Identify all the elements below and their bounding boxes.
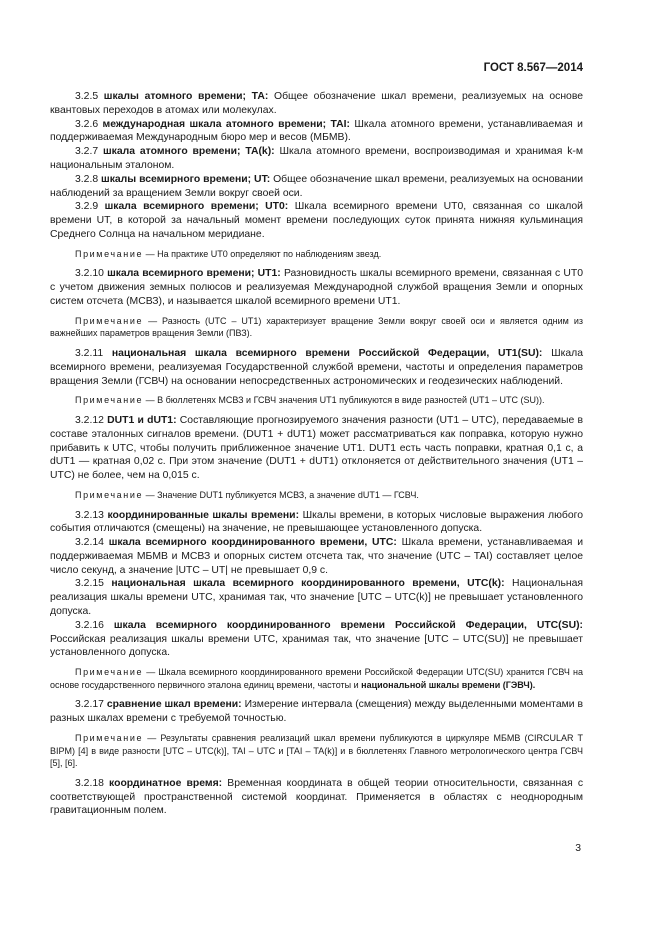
term: национальная шкала всемирного координированного времени, UTC(k): — [111, 578, 505, 590]
term: международная шкала атомного времени; TAI: — [102, 118, 350, 130]
note-6: Примечание — Результаты сравнения реализаций шкал времени публикуются в циркуляре МБМВ (CIRCULAR T BIPM) [4] в виде разности [UTC – UTC(k)], TAI – UTC и [TAI – TA(k)] и в бюллетенях Главного метрологического центра ГСВЧ [5], [6]. — [50, 733, 583, 769]
note-3: Примечание — В бюллетенях МСВЗ и ГСВЧ значения UT1 публикуются в виде разностей (UT1 – UTC (SU)). — [75, 395, 545, 406]
note-2: Примечание — Разность (UTC – UT1) характеризует вращение Земли вокруг своей оси и является одним из важнейших параметров вращения Земли (ПВЗ). — [50, 315, 583, 339]
note-5: Примечание — Шкала всемирного координированного времени Российской Федерации UTC(SU) хранится ГСВЧ на основе государственного первичного эталона единиц времени, частоты и национальной шкалы времени (ГЭВЧ). — [50, 667, 583, 690]
entry-3-2-10: 3.2.10 шкала всемирного времени; UT1: Разновидность шкалы всемирного времени, связанная с UT0 с учетом движения земных полюсов и реализуемая Международной службой вращения Земли и опорных систем отсчета (МСВЗ), и называется шкалой всемирного времени UT1. — [50, 268, 584, 307]
term: шкала всемирного времени; UT0: — [104, 201, 289, 213]
entry-3-2-9: 3.2.9 шкала всемирного времени; UT0: Шкала всемирного времени UT0, связанная со шкалой времени UT, в которой за начальный момент времени последующих суток принята нижняя кульминация Среднего Солнца на начальном меридиане. — [50, 201, 583, 240]
entry-3-2-17: 3.2.17 сравнение шкал времени: Измерение интервала (смещения) между выделенными моментами в разных шкалах времени с требуемой точностью. — [50, 699, 583, 725]
entry-3-2-16: 3.2.16 шкала всемирного координированного времени Российской Федерации, UTC(SU): Российская реализация шкалы времени UTC, хранимая так, что значение [UTC – UTC(SU)] не превышает установленного допуска. — [50, 619, 583, 659]
entry-3-2-5: 3.2.5 шкалы атомного времени; ТА: Общее обозначение шкал времени, реализуемых на основе квантовых переходов в атомах или молекулах. — [50, 91, 584, 116]
entry-3-2-8: 3.2.8 шкалы всемирного времени; UT: Общее обозначение шкал времени, реализуемых на основании наблюдений за вращением Земли вокруг своей оси. — [50, 173, 583, 199]
entry-3-2-15: 3.2.15 национальная шкала всемирного координированного времени, UTC(k): Национальная реализация шкалы времени UTC, хранимая так, что значение [UTC – UTC(k)] не превышает установленного допуска. — [50, 578, 584, 618]
document-code: ГОСТ 8.567—2014 — [483, 62, 583, 74]
page-body — [50, 90, 583, 818]
entry-3-2-7: 3.2.7 шкала атомного времени; TA(k): Шкала атомного времени, воспроизводимая и хранимая k-м национальным эталоном. — [50, 146, 583, 171]
note-1: Примечание — На практике UT0 определяют по наблюдениям звезд. — [75, 248, 382, 259]
term: координатное время: — [109, 777, 223, 789]
term: шкала всемирного координированного времени Российской Федерации, UTC(SU): — [113, 619, 583, 631]
entry-3-2-6: 3.2.6 международная шкала атомного времени; TAI: Шкала атомного времени, устанавливаемая и поддерживаемая Международным бюро мер и весов (МБМВ). — [50, 118, 583, 144]
term: сравнение шкал времени: — [106, 699, 242, 711]
term: координированные шкалы времени: — [107, 509, 300, 521]
note-4: Примечание — Значение DUT1 публикуется МСВЗ, а значение dUT1 — ГСВЧ. — [75, 489, 419, 500]
entry-3-2-11: 3.2.11 национальная шкала всемирного времени Российской Федерации, UT1(SU): Шкала всемирного времени, реализуемая Государственной службой времени, частоты и определения параметров вращения Земли (ГСВЧ) на основании непосредственных астрономических и геодезических наблюдений. — [50, 347, 584, 387]
term: DUT1 и dUT1: — [107, 414, 177, 426]
entry-3-2-14: 3.2.14 шкала всемирного координированного времени, UTC: Шкала времени, устанавливаемая и поддерживаемая МБМВ и МСВЗ и опорных систем отсчета так, что значение (UTC – TAI) составляет целое число секунд, а значение |UTC – UT| не превышает 0,9 с. — [50, 537, 584, 576]
entry-3-2-13: 3.2.13 координированные шкалы времени: Шкалы времени, в которых числовые выражения любого события отличаются (смещены) на значение, не превышающее установленного допуска. — [50, 509, 583, 535]
term: шкала всемирного времени; UT1: — [107, 268, 281, 280]
term: шкалы всемирного времени; UT: — [101, 173, 271, 185]
term: национальная шкала всемирного времени Российской Федерации, UT1(SU): — [111, 347, 543, 359]
entry-3-2-12: 3.2.12 DUT1 и dUT1: Составляющие прогнозируемого значения разности (UT1 – UTC), передаваемые в составе эталонных сигналов времени. (DUT1 + dUT1) может рассматриваться как поправка, которую нужно прибавить к UTC, чтобы получить приближенное значение UT1. DUT1 есть часть поправки, кратная 0,1 с, а dUT1 — кратная 0,02 с. При этом значение (DUT1 + dUT1) отклоняется от действительного значения (UT1 – UTC) не более, чем на 0,015 с. — [50, 414, 584, 482]
term: шкала всемирного координированного времени, UTC: — [108, 537, 397, 549]
term: шкалы атомного времени; ТА: — [103, 91, 269, 102]
entry-3-2-18: 3.2.18 координатное время: Временная координата в общей теории относительности, связанная с соответствующей пространственной системой координат. Применяется в областях с неоднородным гравитационным полем. — [50, 777, 584, 817]
term: шкала атомного времени; TA(k): — [103, 146, 275, 158]
page-number: 3 — [575, 843, 581, 854]
